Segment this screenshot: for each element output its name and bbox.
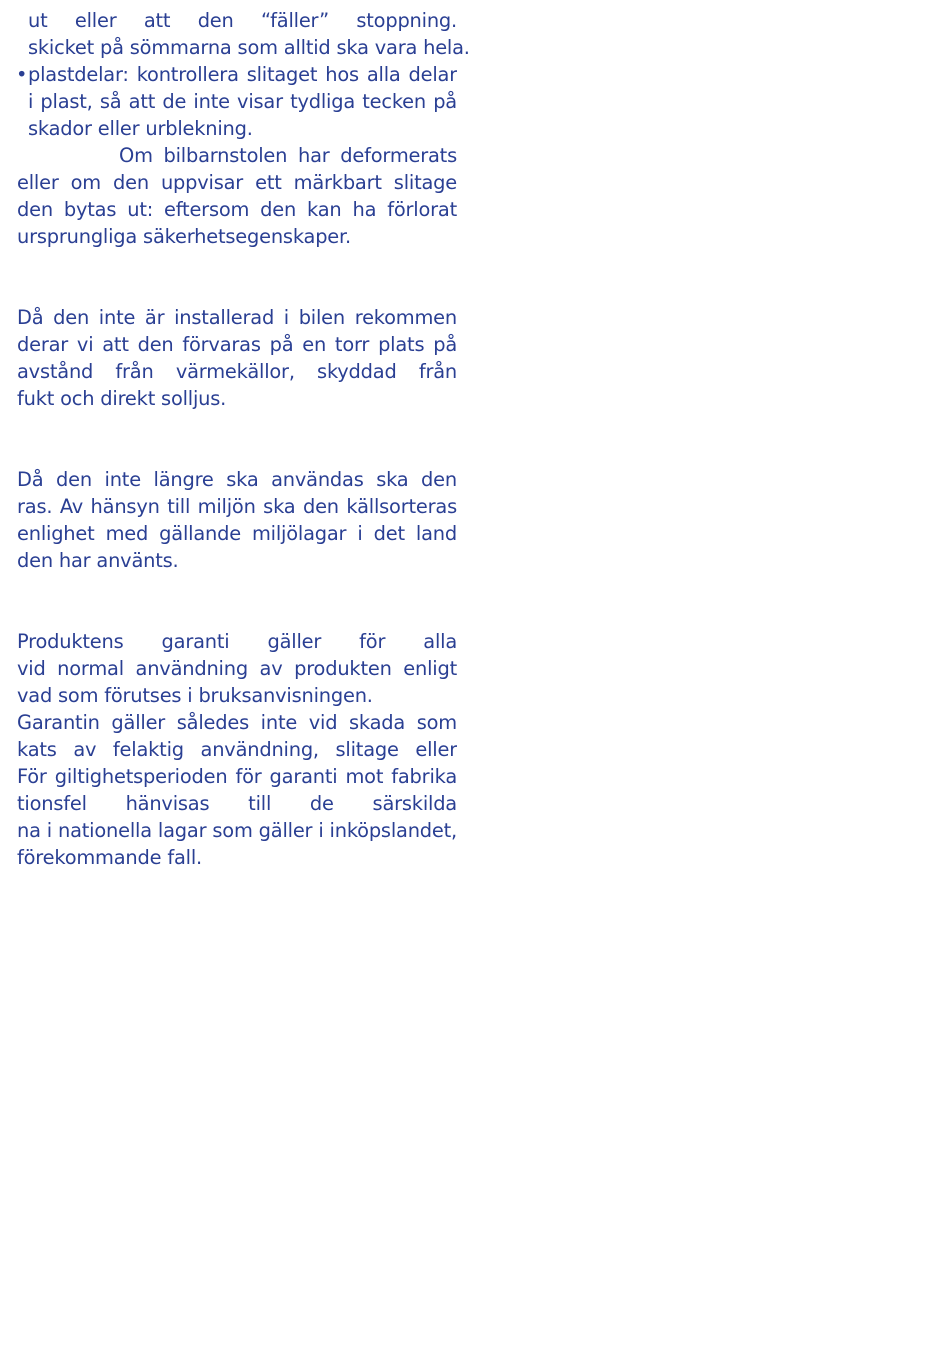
text-column — [16, 7, 470, 871]
body-text-line: eller om den uppvisar ett märkbart slitage — [17, 171, 457, 194]
body-text-line: tionsfel hänvisas till de särskilda — [17, 792, 457, 815]
body-text-line: ut eller att den “fäller” stoppning. — [28, 9, 457, 32]
body-text-line: Produktens garanti gäller för alla — [17, 630, 457, 653]
body-text-line: För giltighetsperioden för garanti mot fabrika — [17, 765, 457, 788]
body-text-line: den har använts. — [17, 549, 179, 572]
body-text-line: plastdelar: kontrollera slitaget hos alla delar — [28, 63, 457, 86]
body-text-line: avstånd från värmekällor, skyddad från — [17, 360, 457, 383]
section-spacer — [17, 250, 457, 304]
warranty-section — [17, 628, 457, 871]
section-spacer — [17, 412, 457, 466]
body-text-line: ras. Av hänsyn till miljön ska den källsorteras — [17, 495, 457, 518]
body-text-line: enlighet med gällande miljölagar i det land — [17, 522, 457, 545]
storage-section — [17, 304, 457, 412]
body-text-line: Då den inte längre ska användas ska den — [17, 468, 457, 491]
disposal-section — [17, 466, 457, 574]
section-spacer — [17, 574, 457, 628]
body-text-line: skicket på sömmarna som alltid ska vara hela. — [28, 36, 470, 59]
body-text-line: na i nationella lagar som gäller i inköpslandet, — [17, 819, 457, 842]
body-text-line: den bytas ut: eftersom den kan ha förlorat — [17, 198, 457, 221]
body-text-line: i plast, så att de inte visar tydliga tecken på — [28, 90, 457, 113]
body-text-line: fukt och direkt solljus. — [17, 387, 227, 410]
body-text-line: vid normal användning av produkten enligt — [17, 657, 457, 680]
body-text-line: derar vi att den förvaras på en torr plats på — [17, 333, 457, 356]
body-text-line: förekommande fall. — [17, 846, 202, 869]
body-text-line: kats av felaktig användning, slitage eller — [17, 738, 457, 761]
body-text-line: vad som förutses i bruksanvisningen. — [17, 684, 373, 707]
body-text-line: Då den inte är installerad i bilen rekommen — [17, 306, 457, 329]
bullet-marker: • — [16, 63, 28, 86]
body-text-line: ursprungliga säkerhetsegenskaper. — [17, 225, 351, 248]
body-text-line: Garantin gäller således inte vid skada som — [17, 711, 457, 734]
body-text-line: skador eller urblekning. — [28, 117, 253, 140]
care-section — [16, 7, 470, 250]
bullet-item-plastic-parts — [17, 61, 457, 142]
body-text-line: Om bilbarnstolen har deformerats — [119, 144, 457, 167]
